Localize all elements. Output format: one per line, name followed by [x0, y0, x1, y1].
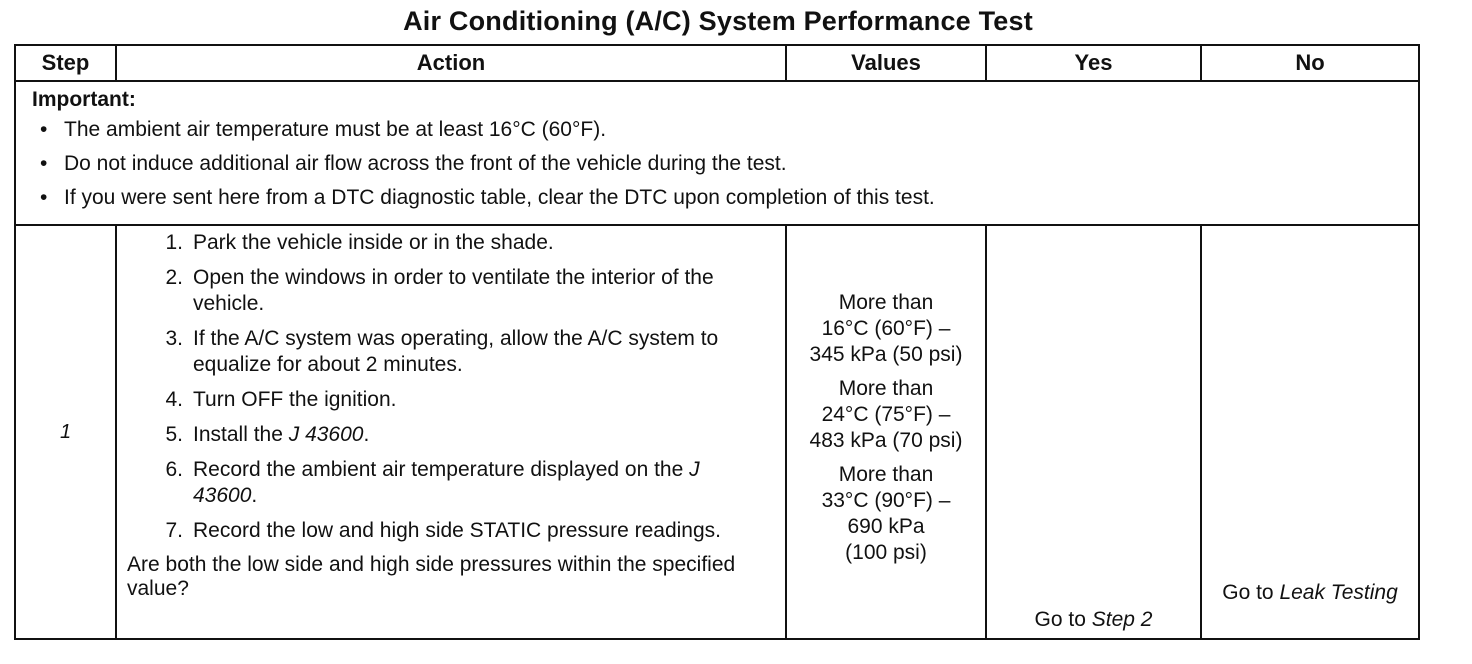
action-cell — [116, 225, 786, 639]
header-row — [15, 45, 1419, 81]
no-cell — [1201, 225, 1419, 639]
header-step: Step — [15, 45, 116, 81]
action-text — [193, 422, 769, 448]
value-spec — [789, 290, 983, 368]
action-text-suffix: . — [363, 423, 370, 446]
action-text: Open the windows in order to ventilate the interior of the vehicle. — [193, 266, 714, 315]
value-line: (100 psi) — [845, 541, 927, 564]
action-number: 5. — [165, 423, 183, 446]
action-text-suffix: . — [251, 484, 258, 507]
action-number: 1. — [165, 231, 183, 254]
action-text-prefix: Record the ambient air temperature displayed on the — [193, 458, 690, 481]
header-values: Values — [786, 45, 986, 81]
value-line: 16°C (60°F) – — [821, 317, 951, 340]
value-line: 483 kPa (70 psi) — [809, 429, 963, 452]
no-target-link[interactable]: Leak Testing — [1279, 581, 1398, 604]
action-item — [127, 265, 769, 317]
performance-test-table — [14, 44, 1420, 640]
no-prefix: Go to — [1222, 581, 1280, 604]
action-item — [127, 326, 769, 378]
action-text — [193, 457, 769, 509]
value-spec — [789, 376, 983, 454]
value-line: 33°C (90°F) – — [821, 489, 951, 512]
important-bullet: • Do not induce additional air flow across the front of the vehicle during the test. — [64, 152, 1408, 176]
action-number: 7. — [165, 519, 183, 542]
action-number: 6. — [165, 458, 183, 481]
action-number: 3. — [165, 327, 183, 350]
action-text: Record the low and high side STATIC pressure readings. — [193, 519, 721, 542]
action-text: If the A/C system was operating, allow the A/C system to equalize for about 2 minutes. — [193, 327, 719, 376]
action-text: Park the vehicle inside or in the shade. — [193, 231, 554, 254]
header-yes: Yes — [986, 45, 1201, 81]
step-row — [15, 225, 1419, 639]
value-line: 690 kPa — [847, 515, 925, 538]
value-line: More than — [838, 377, 934, 400]
tool-reference: J 43600 — [193, 458, 700, 507]
value-line: More than — [838, 463, 934, 486]
action-item — [127, 230, 769, 256]
page-title: Air Conditioning (A/C) System Performance Test — [403, 6, 1033, 36]
tool-reference: J 43600 — [288, 423, 364, 446]
header-action: Action — [116, 45, 786, 81]
value-line: 24°C (75°F) – — [821, 403, 951, 426]
important-bullet: • The ambient air temperature must be at least 16°C (60°F). — [64, 118, 1408, 142]
yes-cell — [986, 225, 1201, 639]
step-number: 1 — [15, 225, 116, 639]
important-label: Important: — [32, 88, 136, 111]
action-item — [127, 387, 769, 413]
action-list — [127, 230, 769, 544]
yes-prefix: Go to — [1034, 608, 1092, 631]
yes-target-link[interactable]: Step 2 — [1091, 608, 1153, 631]
important-row — [15, 81, 1419, 225]
action-text: Turn OFF the ignition. — [193, 388, 397, 411]
value-line: More than — [838, 291, 934, 314]
action-number: 4. — [165, 388, 183, 411]
value-spec — [789, 462, 983, 566]
action-item — [127, 518, 769, 544]
header-no: No — [1201, 45, 1419, 81]
action-item — [127, 422, 769, 448]
action-item — [127, 457, 769, 509]
action-number: 2. — [165, 266, 183, 289]
value-line: 345 kPa (50 psi) — [809, 343, 963, 366]
values-cell — [786, 225, 986, 639]
decision-question: Are both the low side and high side pressures within the specified value? — [127, 553, 736, 600]
important-bullet: • If you were sent here from a DTC diagnostic table, clear the DTC upon completion of this test. — [64, 186, 1408, 210]
important-list — [32, 118, 1408, 210]
action-text-prefix: Install the — [193, 423, 289, 446]
important-notice — [15, 81, 1419, 225]
